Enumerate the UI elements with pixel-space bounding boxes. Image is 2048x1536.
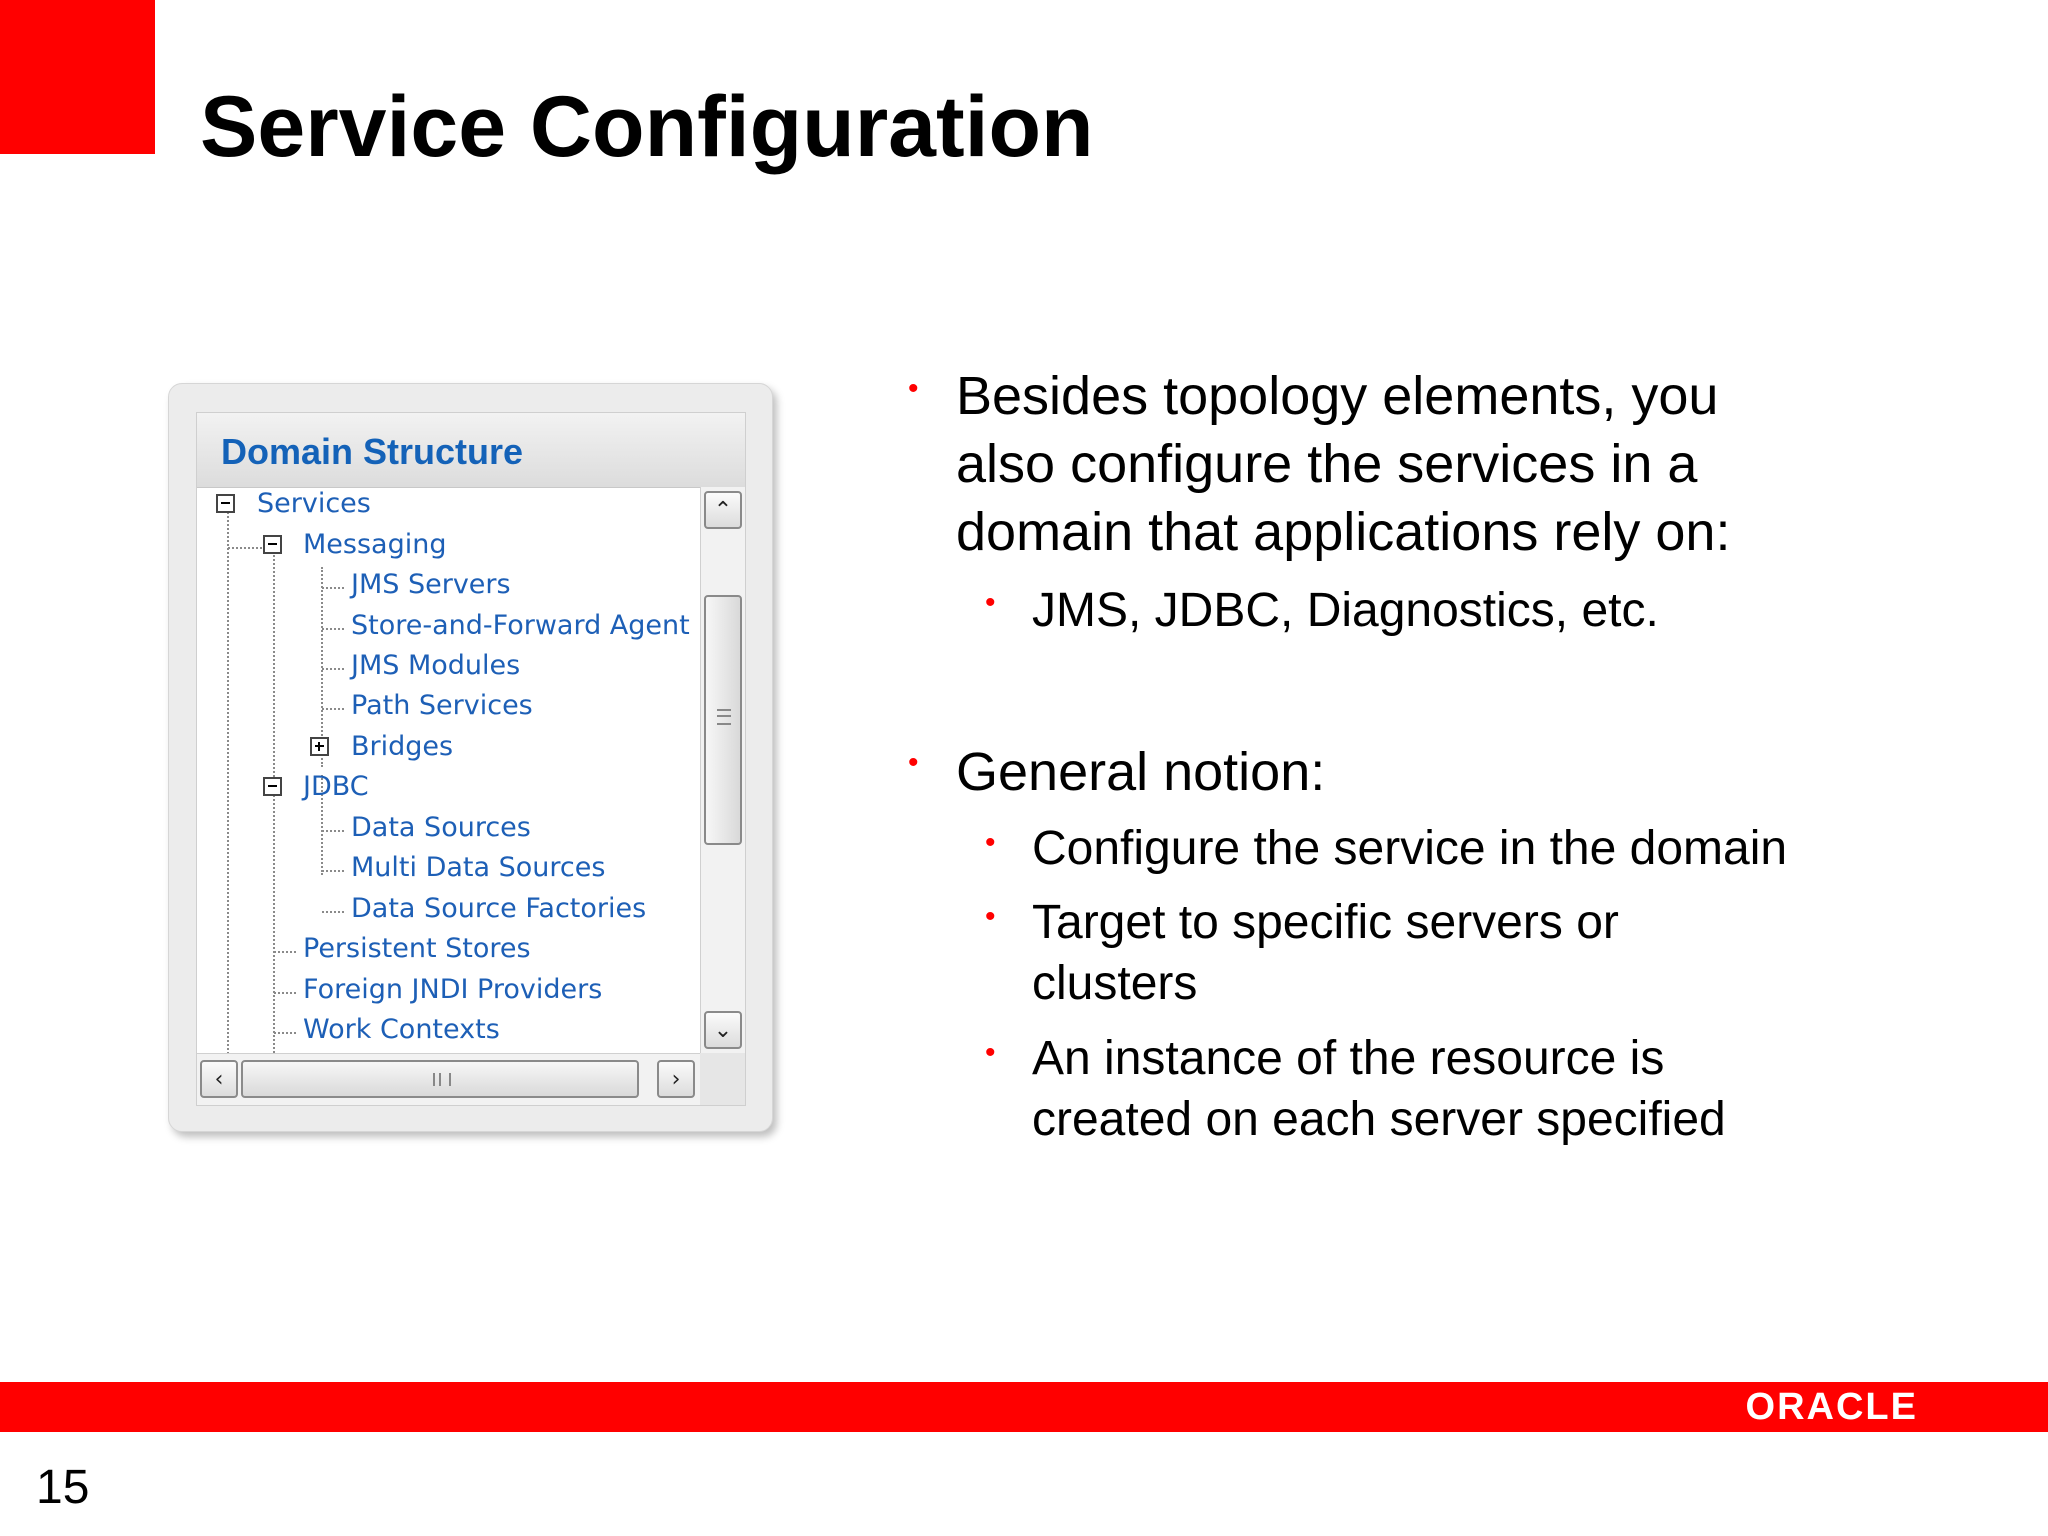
scroll-left-icon[interactable]: ‹ <box>200 1060 238 1098</box>
bullet-icon: • <box>985 586 996 619</box>
vertical-scroll-thumb[interactable] <box>704 595 742 845</box>
domain-structure-panel <box>196 412 746 1106</box>
tree-connector <box>322 911 344 913</box>
grip-icon <box>433 1073 451 1086</box>
tree-item-data-source-factories[interactable]: Data Source Factories <box>351 893 647 924</box>
collapse-icon[interactable] <box>216 494 235 513</box>
collapse-icon[interactable] <box>263 535 282 554</box>
bullet-icon: • <box>985 826 996 859</box>
tree-item-multi-data-sources[interactable]: Multi Data Sources <box>351 852 606 883</box>
tree-item-messaging[interactable]: Messaging <box>303 529 447 560</box>
tree-item-bridges[interactable]: Bridges <box>351 731 454 762</box>
tree-item-services[interactable]: Services <box>257 488 371 519</box>
scroll-right-icon[interactable]: › <box>657 1060 695 1098</box>
tree-item-persistent-stores[interactable]: Persistent Stores <box>303 933 531 964</box>
tree-connector <box>322 587 344 589</box>
sub-bullet-item: Configure the service in the domain <box>1032 822 1788 875</box>
domain-tree <box>197 487 700 1053</box>
panel-header <box>197 413 745 488</box>
oracle-logo: ORACLE <box>1745 1386 1918 1428</box>
panel-title: Domain Structure <box>221 431 524 472</box>
tree-connector <box>274 1032 296 1034</box>
tree-connector <box>322 708 344 710</box>
sub-bullet-item: Target to specific servers or clusters <box>1032 896 1619 1010</box>
bullet-item: General notion: <box>956 742 1326 802</box>
tree-connector <box>227 509 229 1053</box>
tree-item-jms-modules[interactable]: JMS Modules <box>351 650 521 681</box>
bullet-item: Besides topology elements, you also configure the services in a domain that applications rely on: <box>956 366 1731 562</box>
tree-connector <box>274 992 296 994</box>
tree-item-jms-servers[interactable]: JMS Servers <box>351 569 511 600</box>
tree-item-data-sources[interactable]: Data Sources <box>351 812 531 843</box>
tree-item-foreign-jndi-providers[interactable]: Foreign JNDI Providers <box>303 974 603 1005</box>
scroll-down-icon[interactable]: ⌄ <box>704 1011 742 1049</box>
bullet-icon: • <box>985 1036 996 1069</box>
sub-bullet-item: JMS, JDBC, Diagnostics, etc. <box>1032 584 1659 637</box>
page-number: 15 <box>36 1461 90 1514</box>
tree-connector <box>322 628 344 630</box>
tree-item-jdbc[interactable]: JDBC <box>303 771 369 802</box>
bullet-icon: • <box>908 372 919 405</box>
tree-item-store-and-forward-agent[interactable]: Store-and-Forward Agent <box>351 610 690 641</box>
tree-connector <box>322 668 344 670</box>
tree-connector <box>274 951 296 953</box>
tree-item-work-contexts[interactable]: Work Contexts <box>303 1014 500 1045</box>
sub-bullet-item: An instance of the resource is created on each server specified <box>1032 1032 1726 1146</box>
scroll-up-icon[interactable]: ⌃ <box>704 491 742 529</box>
tree-connector <box>322 870 344 872</box>
tree-item-path-services[interactable]: Path Services <box>351 690 533 721</box>
corner-accent <box>0 0 155 154</box>
footer-bar <box>0 1382 2048 1432</box>
vertical-scrollbar[interactable] <box>700 487 746 1053</box>
tree-connector <box>228 547 262 549</box>
grip-icon <box>717 709 731 725</box>
collapse-icon[interactable] <box>263 777 282 796</box>
tree-connector <box>322 830 344 832</box>
horizontal-scroll-thumb[interactable] <box>241 1060 639 1098</box>
slide-title: Service Configuration <box>200 79 1094 175</box>
expand-icon[interactable] <box>310 737 329 756</box>
bullet-icon: • <box>908 746 919 779</box>
horizontal-scrollbar[interactable] <box>197 1053 700 1106</box>
bullet-icon: • <box>985 900 996 933</box>
scrollbar-corner <box>700 1053 745 1105</box>
